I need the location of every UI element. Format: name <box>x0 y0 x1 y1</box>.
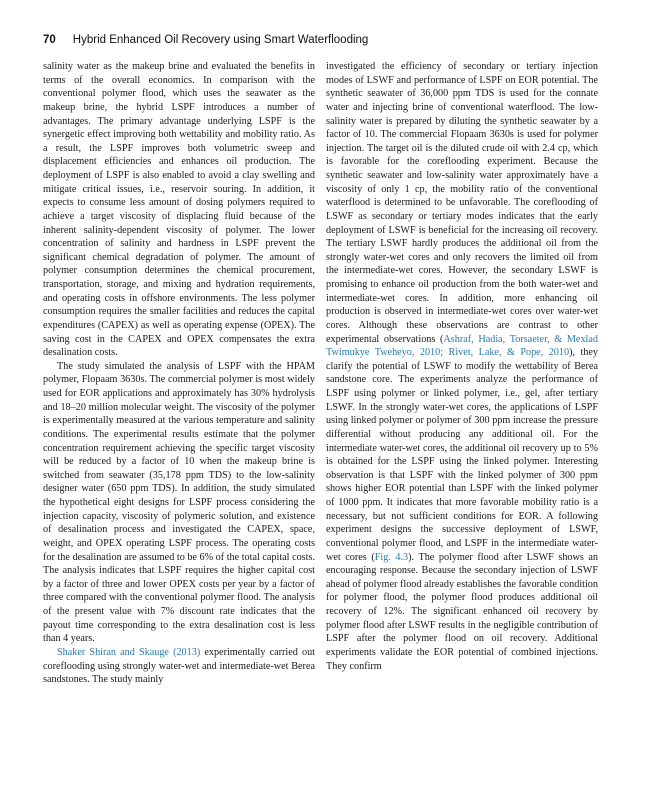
left-column <box>43 60 315 687</box>
paragraph-simulation-study: The study simulated the analysis of LSPF with the HPAM polymer, Flopaam 3630s. The commercial polymer is most widely used for EOR applications and approximately has 30% hydrolysis and 18–20 million molecular weight. The viscosity of the polymer is experimentally measured at the various temperature and salinity conditions. The experimental results estimate that the polymer concentration requirement achieving the specific target viscosity will be reduced by a factor of 10 when the makeup brine is switched from seawater (35,178 ppm TDS) to the low-salinity designer water (650 ppm TDS). In addition, the study simulated the hypothetical eight designs for LSPF process considering the injection capacity, viscosity of polymeric solution, and existence of desalination process and investigated the CAPEX, space, weight, and OPEX operating LSPF process. The operating costs for the desalination are assumed to be 6% of the total capital costs. The analysis indicates that LSPF requires the higher capital cost by a factor of three and lower OPEX costs per year by a factor of three compared with the conventional polymer flood. The analysis of the present value with 7% discount rate indicates that the payout time corresponding to the extra desalination cost is less than 4 years. <box>43 360 315 645</box>
running-header <box>43 30 603 46</box>
paragraph-text-part-b: ), they clarify the potential of LSWF to modify the wettability of Berea sandstone core. The experiments analyze the performance of LSPF using polymer or linked polymer, i.e., gel, after tertiary LSWF. In the strongly water-wet cores, the applications of LSPF using linked polymer or polymer of 300 ppm increase the pressure differential without producing any additional oil. For the intermediate water-wet cores, the additional oil recovery up to 5% is obtained for the LSPF using the linked polymer. Interesting observation is that LSPF with the linked polymer of 300 ppm shows higher EOR potential than LSPF with the linked polymer of 1000 ppm. It indicates that more favorable mobility ratio is a necessary, but not sufficient conditions for EOR. A following experiment designs the successive deployment of LSWF, conventional polymer flood, and LSPF in the intermediate water-wet cores ( <box>326 347 599 563</box>
running-title: Hybrid Enhanced Oil Recovery using Smart Waterflooding <box>72 34 369 46</box>
citation-link-ashraf-rivet[interactable]: Ashraf, Hadia, Torsaeter, & Mexlad Twimukye Tweheyo, 2010; Rivet, Lake, & Pope, 2010 <box>326 333 598 359</box>
right-column <box>326 60 598 673</box>
paragraph-text-part-a: investigated the efficiency of secondary or tertiary injection modes of LSWF and performance of LSPF on EOR potential. The synthetic seawater of 36,000 ppm TDS is used for the connate water and injecting brine of conventional waterflood. The low-salinity water is prepared by diluting the synthetic seawater by a factor of 10. The commercial Flopaam 3630s is used for polymer injection. The target oil is the diluted crude oil with 2.4 cp, which is favorable for the coreflooding experiment. Because the synthetic seawater and low-salinity water approximately have a viscosity of only 1 cp, the mobility ratio of the conventional waterflood is determined to be unfavorable. The coreflooding of LSWF as secondary or tertiary modes indicates that the early deployment of LSWF is beneficial for the increasing oil recovery. The tertiary LSWF hardly produces the additional oil from the strongly water-wet cores and only recovers the limited oil from the intermediate-wet cores. However, the secondary LSWF is promising to enhance oil production from the both water-wet and intermediate-wet cores. In addition, more enhancing oil production is observed in intermediate-wet cores over water-wet cores. Although these observations are contrast to other experimental observations ( <box>326 61 598 345</box>
paragraph-continued: salinity water as the makeup brine and evaluated the benefits in terms of the overall economics. In comparison with the conventional polymer flood, which uses the seawater as the makeup brine, the hybrid LSPF introduces a number of advantages. The primary advantage underlying LSPF is the synergetic effect improving both wettability and mobility ratio. As a result, the LSPF improves both volumetric sweep and displacement efficiencies and enhances oil production. The deployment of LSPF is also enabled to avoid a clay swelling and mitigate critical issues, i.e., reservoir souring. In addition, it expects to consume less amount of dosing polymers required to achieve a target viscosity of displacing fluid because of the inherent salinity-dependent viscosity of polymer. The lower concentration of salinity and hardness in LSPF prevent the significant chemical degradation of polymer. The amount of polymer consumption determines the chemical procurement, transportation, storage, and mixing and hydration requirements, and operating costs in offshore environments. The less polymer consumption requires the smaller facilities and reduces the capital expenditures (CAPEX) as well as operating expense (OPEX). The saving cost in the CAPEX and OPEX compensates the extra desalination costs. <box>43 61 315 359</box>
paragraph-text-part-c: ). The polymer flood after LSWF shows an encouraging response. Because the secondary injection of LSWF ahead of polymer flood already establishes the favorable condition for polymer flood, the polymer flood produces additional oil recovery of 12%. The significant enhanced oil recovery by polymer flood after LSWF results in the negligible contribution of LSPF after the polymer flood on oil recovery. Additional experiments validate the EOR potential of combined injections. They confirm <box>326 551 599 672</box>
page-number: 70 <box>43 34 56 46</box>
citation-link-shaker-shiran[interactable]: Shaker Shiran and Skauge (2013) <box>57 646 201 658</box>
paragraph-text: experimentally carried out coreflooding using strongly water-wet and intermediate-wet Berea sandstones. The study mainly <box>43 646 315 686</box>
paragraph-coreflooding-study <box>43 646 315 687</box>
paragraph-lswf-analysis <box>326 60 598 673</box>
figure-link-fig-4-3[interactable]: Fig. 4.3 <box>374 551 409 563</box>
